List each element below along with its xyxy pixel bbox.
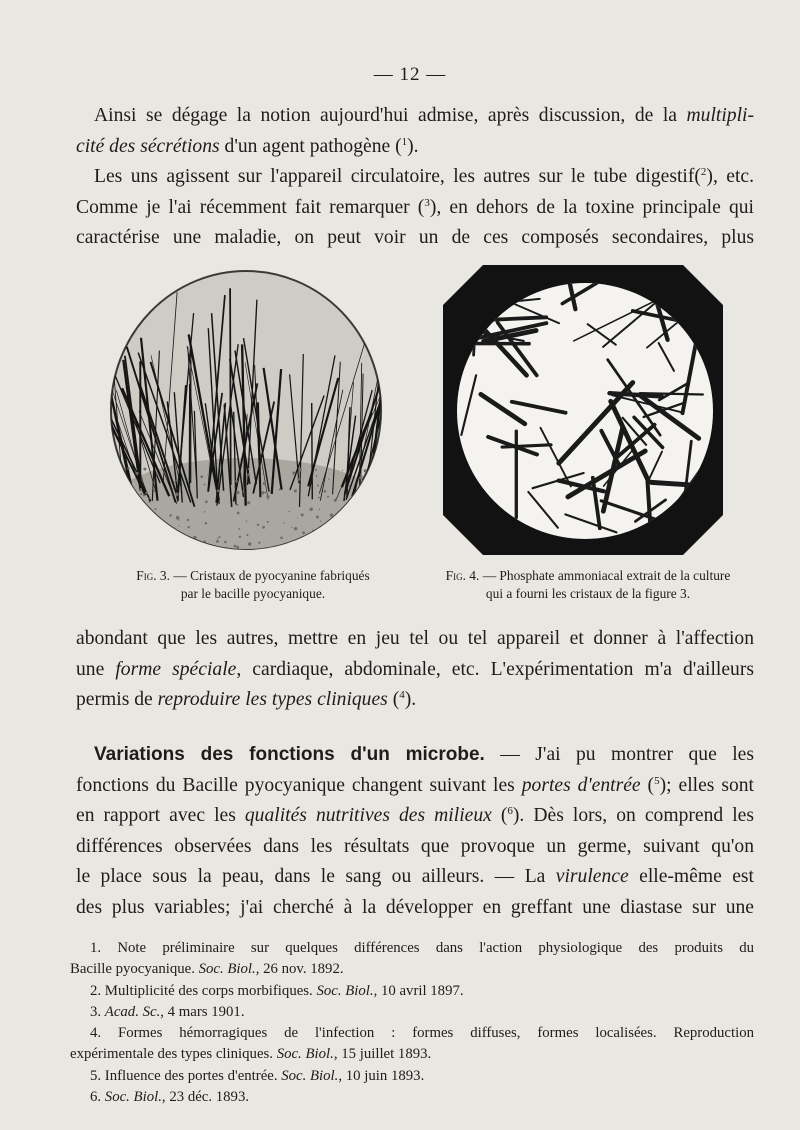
sediment-grain xyxy=(309,508,312,511)
sediment-grain xyxy=(328,479,329,480)
sediment-grain xyxy=(176,479,178,481)
figure-3-pyocyanin-crystals xyxy=(108,268,384,552)
crystal-needle xyxy=(230,288,231,485)
sediment-grain xyxy=(136,472,139,475)
sediment-grain xyxy=(317,485,319,487)
sediment-grain xyxy=(246,534,248,536)
sediment-grain xyxy=(324,490,327,493)
text-run: ), en dehors de la toxine principale qui xyxy=(429,196,754,218)
sediment-grain xyxy=(239,536,241,538)
sediment-grain xyxy=(217,490,220,493)
italic-run: reproduire les types cliniques xyxy=(157,689,388,710)
text-run: fonctions du Bacille pyocyanique changent suivant les xyxy=(76,774,522,796)
sediment-grain xyxy=(257,524,259,526)
sediment-grain xyxy=(314,537,317,540)
pyocyanin-crystals-image xyxy=(108,268,384,552)
sediment-grain xyxy=(317,534,320,537)
sediment-grain xyxy=(364,538,367,541)
sediment-grain xyxy=(294,527,297,530)
italic-run: Soc. Biol. xyxy=(281,1067,339,1084)
italic-run: multipli- xyxy=(686,105,754,126)
text-run: ), etc. xyxy=(706,166,754,187)
sediment-grain xyxy=(299,468,302,471)
text-line xyxy=(76,862,754,893)
text-run: 6. xyxy=(90,1089,105,1106)
sediment-grain xyxy=(156,473,157,474)
sediment-grain xyxy=(301,513,304,516)
sediment-grain xyxy=(248,542,252,546)
caption-line: qui a fourni les cristaux de la figure 3. xyxy=(485,586,691,601)
text-run: , 10 avril 1897. xyxy=(373,982,464,999)
sediment-grain xyxy=(342,470,343,471)
sediment-grain xyxy=(349,486,350,487)
phosphate-needle xyxy=(493,317,546,319)
crystal-needle xyxy=(312,403,313,499)
text-run: 5. Influence des portes d'entrée. xyxy=(90,1067,282,1084)
sediment-grain xyxy=(378,506,379,507)
footnote-3 xyxy=(70,1002,754,1023)
sediment-grain xyxy=(237,504,239,506)
footnote-1: 1. Note préliminaire sur quelques différences dans l'action physiologique des produits du xyxy=(90,940,754,956)
sediment-grain xyxy=(112,534,113,535)
sediment-grain xyxy=(218,536,220,538)
sediment-grain xyxy=(288,511,289,512)
sediment-grain xyxy=(237,512,240,515)
sediment-grain xyxy=(248,473,251,476)
sediment-grain xyxy=(176,516,180,520)
sediment-grain xyxy=(294,489,297,492)
sediment-grain xyxy=(235,480,238,483)
sediment-grain xyxy=(108,484,110,487)
sediment-grain xyxy=(146,530,148,532)
text-line xyxy=(76,771,754,802)
caption-line xyxy=(98,567,408,585)
sediment-grain xyxy=(217,538,218,539)
sediment-grain xyxy=(379,490,380,491)
sediment-grain xyxy=(187,519,189,521)
sediment-grain xyxy=(372,504,373,505)
sediment-grain xyxy=(248,550,249,551)
text-run: le place sous la peau, dans le sang ou ailleurs. — La xyxy=(76,866,556,887)
text-line xyxy=(76,801,754,832)
sediment-grain xyxy=(216,540,219,543)
text-run: 3. xyxy=(90,1003,105,1020)
sediment-grain xyxy=(234,487,236,489)
figure-3-caption xyxy=(98,567,408,603)
sediment-grain xyxy=(134,529,135,530)
sediment-grain xyxy=(291,527,292,528)
sediment-grain xyxy=(319,530,322,533)
sediment-grain xyxy=(147,516,149,518)
sediment-grain xyxy=(143,468,146,471)
sediment-grain xyxy=(358,512,360,514)
text-run: , 15 juillet 1893. xyxy=(333,1046,432,1063)
sediment-grain xyxy=(205,501,208,504)
text-line xyxy=(76,193,754,224)
footnote-4: 4. Formes hémorragiques de l'infection : formes diffuses, formes localisées. Reproduction xyxy=(90,1025,754,1042)
sediment-grain xyxy=(175,546,176,547)
sediment-grain xyxy=(133,509,134,510)
text-run: Bacille pyocyanique. xyxy=(70,961,199,978)
footnote-2 xyxy=(70,981,754,1002)
text-run: ). xyxy=(404,689,417,710)
sediment-grain xyxy=(224,541,227,544)
sediment-grain xyxy=(136,469,137,470)
italic-run: Soc. Biol. xyxy=(104,1089,162,1106)
figure-4-caption xyxy=(410,567,766,603)
italic-run: Soc. Biol. xyxy=(198,961,256,978)
text-run: expérimentale des types cliniques. xyxy=(70,1046,277,1063)
sediment-grain xyxy=(135,507,138,510)
sediment-grain xyxy=(120,523,122,525)
sediment-grain xyxy=(316,475,318,477)
sediment-grain xyxy=(347,522,348,523)
text-run: elle-même est xyxy=(628,866,754,887)
italic-run: forme spéciale xyxy=(115,658,237,680)
footnote-ref-5[interactable]: 5 xyxy=(654,774,660,787)
sediment-grain xyxy=(364,469,367,472)
caption-label: Fig. 3. xyxy=(136,568,170,583)
sediment-grain xyxy=(294,545,295,546)
sediment-grain xyxy=(350,504,351,505)
text-line xyxy=(76,685,754,716)
sediment-grain xyxy=(340,534,343,537)
italic-run: virulence xyxy=(555,866,629,887)
footnote-ref-6[interactable]: 6 xyxy=(507,805,513,817)
text-run: , 23 déc. 1893. xyxy=(161,1089,250,1106)
sediment-grain xyxy=(330,532,332,534)
paragraph-multiplicity xyxy=(76,101,754,162)
sediment-grain xyxy=(208,474,210,476)
sediment-grain xyxy=(262,526,265,529)
sediment-grain xyxy=(145,492,148,495)
sediment-grain xyxy=(302,550,303,551)
sediment-grain xyxy=(178,519,179,520)
sediment-grain xyxy=(236,546,239,549)
sediment-grain xyxy=(135,544,138,547)
sediment-grain xyxy=(179,535,182,538)
sediment-grain xyxy=(377,497,380,500)
paragraph-circulatory xyxy=(76,162,754,254)
sediment-grain xyxy=(374,542,376,544)
italic-run: cité des sécrétions xyxy=(76,135,220,157)
sediment-grain xyxy=(297,517,298,518)
sediment-grain xyxy=(246,520,247,521)
sediment-grain xyxy=(110,515,113,518)
text-line xyxy=(76,740,754,771)
paragraph-special-form xyxy=(76,624,754,716)
sediment-grain xyxy=(358,535,359,536)
sediment-grain xyxy=(127,486,128,487)
text-line: abondant que les autres, mettre en jeu tel ou tel appareil et donner à l'affection xyxy=(76,628,754,649)
sediment-grain xyxy=(126,503,127,504)
sediment-grain xyxy=(372,486,375,489)
text-run: ( xyxy=(387,689,400,710)
text-run: ). xyxy=(407,135,419,157)
sediment-grain xyxy=(154,508,156,510)
phosphate-crystals-image xyxy=(443,265,723,555)
sediment-grain xyxy=(379,506,383,510)
sediment-grain xyxy=(280,537,283,540)
sediment-grain xyxy=(114,485,116,487)
sediment-grain xyxy=(108,485,111,488)
sediment-grain xyxy=(318,497,320,499)
sediment-grain xyxy=(375,473,378,476)
sediment-grain xyxy=(285,546,286,547)
text-run: Comme je l'ai récemment fait remarquer ( xyxy=(76,196,425,218)
sediment-grain xyxy=(356,513,358,515)
text-run: une xyxy=(76,658,116,680)
sediment-grain xyxy=(175,493,178,496)
footnote-ref-1[interactable]: 1 xyxy=(401,135,408,148)
text-line xyxy=(76,132,754,163)
sediment-grain xyxy=(134,532,137,535)
text-run: 2. Multiplicité des corps morbifiques. xyxy=(90,982,317,999)
italic-run: Soc. Biol. xyxy=(316,982,374,999)
caption-label: Fig. 4. xyxy=(445,568,480,583)
text-line: des plus variables; j'ai cherché à la développer en greffant une diastase sur une xyxy=(76,896,754,918)
sediment-grain xyxy=(283,522,285,524)
sediment-grain xyxy=(174,481,175,482)
sediment-grain xyxy=(200,475,203,478)
sediment-grain xyxy=(234,545,237,548)
sediment-grain xyxy=(258,542,260,544)
sediment-grain xyxy=(188,526,190,528)
text-line: différences observées dans les résultats que provoque un germe, suivant qu'on xyxy=(76,835,754,857)
text-run: d'un agent pathogène ( xyxy=(219,135,402,157)
sediment-grain xyxy=(169,514,172,517)
sediment-grain xyxy=(361,548,362,549)
footnote-6 xyxy=(70,1087,754,1108)
sediment-grain xyxy=(141,477,142,478)
paragraph-variations xyxy=(76,740,754,923)
text-run: permis de xyxy=(76,689,158,710)
sediment-grain xyxy=(242,491,243,492)
sediment-grain xyxy=(325,551,326,552)
text-run: Ainsi se dégage la notion aujourd'hui admise, après discussion, de la xyxy=(94,105,687,126)
text-run: , 4 mars 1901. xyxy=(160,1003,245,1020)
sediment-grain xyxy=(248,468,250,470)
sediment-grain xyxy=(320,521,321,522)
sediment-grain xyxy=(357,512,360,515)
text-run: ( xyxy=(491,805,508,826)
text-run: ); elles sont xyxy=(659,774,754,796)
footnote-1-cont xyxy=(70,959,754,980)
sediment-grain xyxy=(302,531,305,534)
footnote-ref-4[interactable]: 4 xyxy=(399,689,405,701)
sediment-grain xyxy=(140,493,142,495)
sediment-grain xyxy=(135,541,137,543)
sediment-grain xyxy=(115,519,116,520)
sediment-grain xyxy=(297,478,300,481)
footnote-ref-3[interactable]: 3 xyxy=(424,196,430,209)
footnote-5 xyxy=(70,1066,754,1087)
sediment-grain xyxy=(315,469,317,471)
sediment-grain xyxy=(314,543,317,546)
sediment-grain xyxy=(319,509,321,511)
caption-text: — Cristaux de pyocyanine fabriqués xyxy=(169,568,370,583)
sediment-grain xyxy=(334,499,337,502)
sediment-grain xyxy=(279,488,281,490)
sediment-grain xyxy=(112,482,114,484)
phosphate-needle xyxy=(651,482,689,484)
footnote-4-cont xyxy=(70,1044,754,1065)
sediment-grain xyxy=(144,535,147,538)
sediment-grain xyxy=(236,491,239,494)
sediment-grain xyxy=(365,487,368,490)
sediment-grain xyxy=(134,529,136,531)
section-heading: Variations des fonctions d'un microbe. xyxy=(94,744,485,765)
sediment-grain xyxy=(363,520,367,524)
sediment-grain xyxy=(205,522,208,525)
sediment-grain xyxy=(316,516,319,519)
text-run: , 10 juin 1893. xyxy=(338,1067,425,1084)
sediment-grain xyxy=(127,467,130,470)
sediment-grain xyxy=(327,496,329,498)
footnote-ref-2[interactable]: 2 xyxy=(700,166,707,178)
footnotes xyxy=(70,938,754,1108)
text-run: , 26 nov. 1892. xyxy=(255,961,344,978)
sediment-grain xyxy=(172,488,174,490)
sediment-grain xyxy=(263,482,266,485)
sediment-grain xyxy=(179,525,180,526)
sediment-grain xyxy=(359,476,362,479)
sediment-grain xyxy=(133,520,137,524)
sediment-grain xyxy=(189,485,190,486)
text-run: en rapport avec les xyxy=(76,805,245,826)
sediment-grain xyxy=(204,511,206,513)
sediment-grain xyxy=(339,547,341,549)
text-run: Les uns agissent sur l'appareil circulatoire, les autres sur le tube digestif( xyxy=(94,166,701,187)
sediment-grain xyxy=(383,469,384,470)
italic-run: Soc. Biol. xyxy=(276,1046,334,1063)
text-line xyxy=(76,162,754,193)
sediment-grain xyxy=(343,543,346,546)
sediment-grain xyxy=(265,492,266,493)
italic-run: Acad. Sc. xyxy=(104,1003,161,1020)
sediment-grain xyxy=(133,517,135,519)
sediment-grain xyxy=(111,488,114,491)
text-run: ). Dès lors, on comprend les xyxy=(512,805,754,826)
text-run: ( xyxy=(640,774,655,796)
caption-text: — Phosphate ammoniacal extrait de la culture xyxy=(479,568,731,583)
italic-run: portes d'entrée xyxy=(521,774,641,796)
text-line xyxy=(76,101,754,132)
sediment-grain xyxy=(261,491,264,494)
sediment-grain xyxy=(148,497,150,499)
sediment-grain xyxy=(324,526,327,529)
page-number: — 12 — xyxy=(373,64,447,85)
sediment-grain xyxy=(238,528,240,530)
figure-4-phosphate-crystals xyxy=(443,265,723,555)
sediment-grain xyxy=(109,502,111,504)
sediment-grain xyxy=(267,521,269,523)
sediment-grain xyxy=(330,513,334,517)
sediment-grain xyxy=(204,484,206,486)
sediment-grain xyxy=(241,473,242,474)
sediment-grain xyxy=(368,492,371,495)
caption-line xyxy=(410,567,766,585)
sediment-grain xyxy=(292,471,295,474)
sediment-grain xyxy=(266,495,269,498)
sediment-grain xyxy=(156,524,158,526)
sediment-grain xyxy=(143,494,145,496)
sediment-grain xyxy=(247,501,250,504)
sediment-grain xyxy=(376,482,377,483)
caption-line: par le bacille pyocyanique. xyxy=(180,586,326,601)
sediment-grain xyxy=(153,490,155,492)
text-run: , cardiaque, abdominale, etc. L'expérimentation m'a d'ailleurs xyxy=(236,658,754,680)
text-run: — J'ai pu montrer que les xyxy=(484,744,754,765)
sediment-grain xyxy=(140,488,142,490)
text-line: caractérise une maladie, on peut voir un de ces composés secondaires, plus xyxy=(76,227,754,248)
italic-run: qualités nutritives des milieux xyxy=(244,805,492,826)
text-line xyxy=(76,655,754,686)
